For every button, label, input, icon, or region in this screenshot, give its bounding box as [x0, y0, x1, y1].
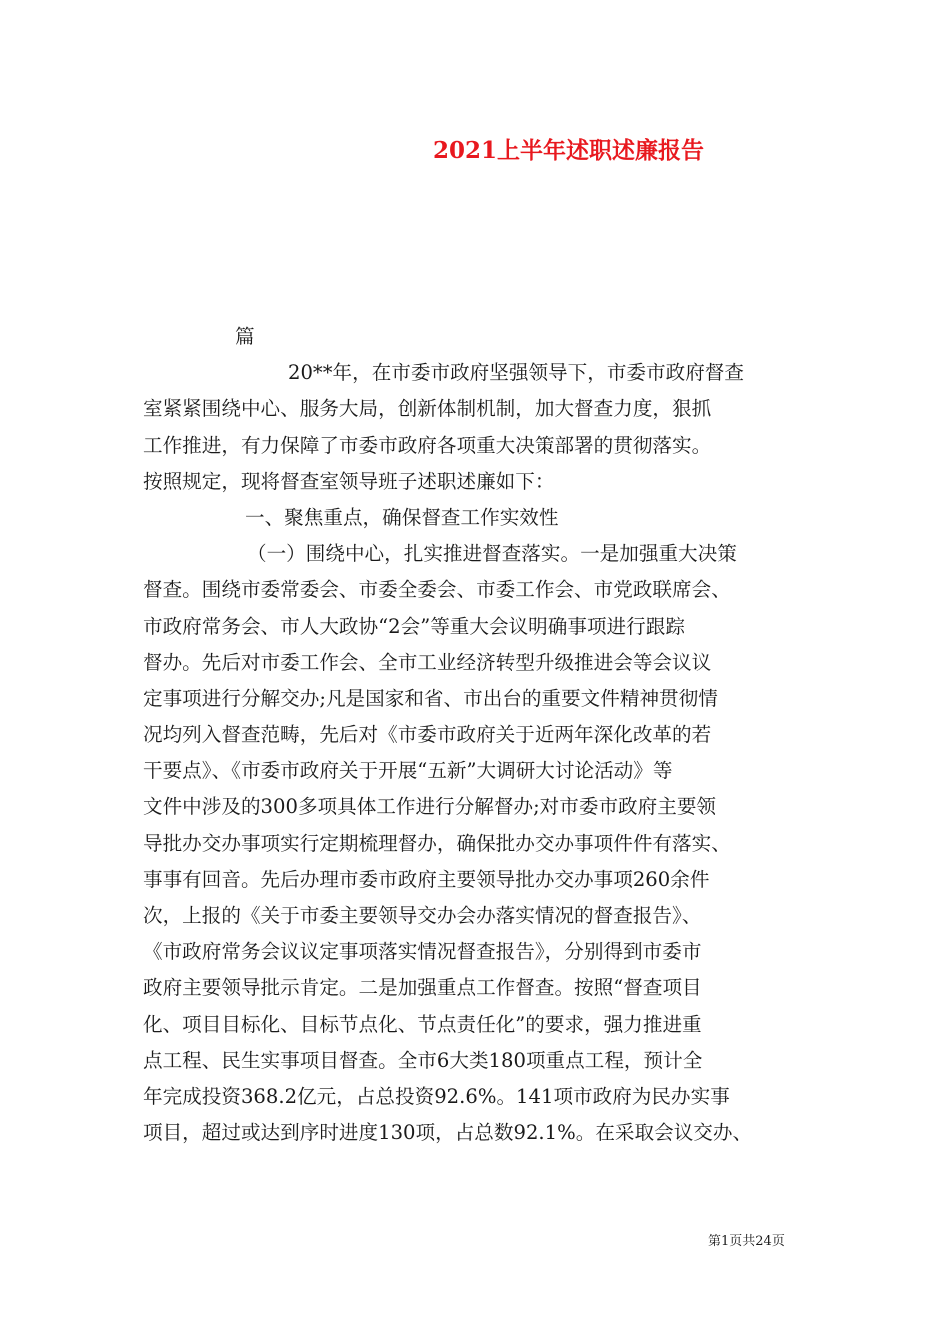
- document-body: [143, 319, 819, 1151]
- text-line: （一）围绕中心，扎实推进督查落实。一是加强重大决策: [247, 542, 737, 566]
- text-line: 化、项目目标化、目标节点化、节点责任化”的要求，强力推进重: [143, 1012, 702, 1036]
- text-line: 点工程、民生实事项目督查。全市6大类180项重点工程，预计全: [143, 1048, 703, 1072]
- text-line: 况均列入督查范畴，先后对《市委市政府关于近两年深化改革的若: [143, 723, 712, 747]
- text-line-pian: 篇: [235, 325, 255, 348]
- page-number-footer: 第1页共24页: [708, 1234, 785, 1249]
- text-line: 20**年，在市委市政府坚强领导下，市委市政府督查: [288, 361, 744, 385]
- document-title: 2021上半年述职述廉报告: [432, 137, 704, 164]
- text-line: 次，上报的《关于市委主要领导交办会办落实情况的督查报告》、: [143, 904, 702, 927]
- text-line: 文件中涉及的300多项具体工作进行分解督办;对市委市政府主要领: [143, 795, 717, 819]
- text-line: 督查。围绕市委常委会、市委全委会、市委工作会、市党政联席会、: [143, 578, 731, 602]
- text-line: 工作推进，有力保障了市委市政府各项重大决策部署的贯彻落实。: [143, 433, 712, 457]
- text-line: 定事项进行分解交办;凡是国家和省、市出台的重要文件精神贯彻情: [143, 686, 718, 710]
- section-heading: 一、聚焦重点，确保督查工作实效性: [245, 505, 559, 529]
- text-line: 《市政府常务会议议定事项落实情况督查报告》，分别得到市委市: [143, 940, 702, 964]
- text-line: 年完成投资368.2亿元，占总投资92.6%。141项市政府为民办实事: [143, 1084, 730, 1108]
- text-line: 市政府常务会、市人大政协“2会”等重大会议明确事项进行跟踪: [143, 614, 685, 638]
- text-line: 导批办交办事项实行定期梳理督办，确保批办交办事项件件有落实、: [143, 831, 731, 855]
- text-line: 按照规定，现将督查室领导班子述职述廉如下：: [143, 469, 555, 493]
- text-line: 事事有回音。先后办理市委市政府主要领导批办交办事项260余件: [143, 867, 710, 891]
- text-line: 督办。先后对市委工作会、全市工业经济转型升级推进会等会议议: [143, 650, 712, 674]
- text-line: 干要点》、《市委市政府关于开展“五新”大调研大讨论活动》等: [143, 759, 673, 783]
- text-line: 室紧紧围绕中心、服务大局，创新体制机制，加大督查力度，狠抓: [143, 397, 712, 421]
- text-line: 项目，超过或达到序时进度130项，占总数92.1%。在采取会议交办、: [143, 1121, 753, 1145]
- text-line: 政府主要领导批示肯定。二是加强重点工作督查。按照“督查项目: [143, 976, 702, 1000]
